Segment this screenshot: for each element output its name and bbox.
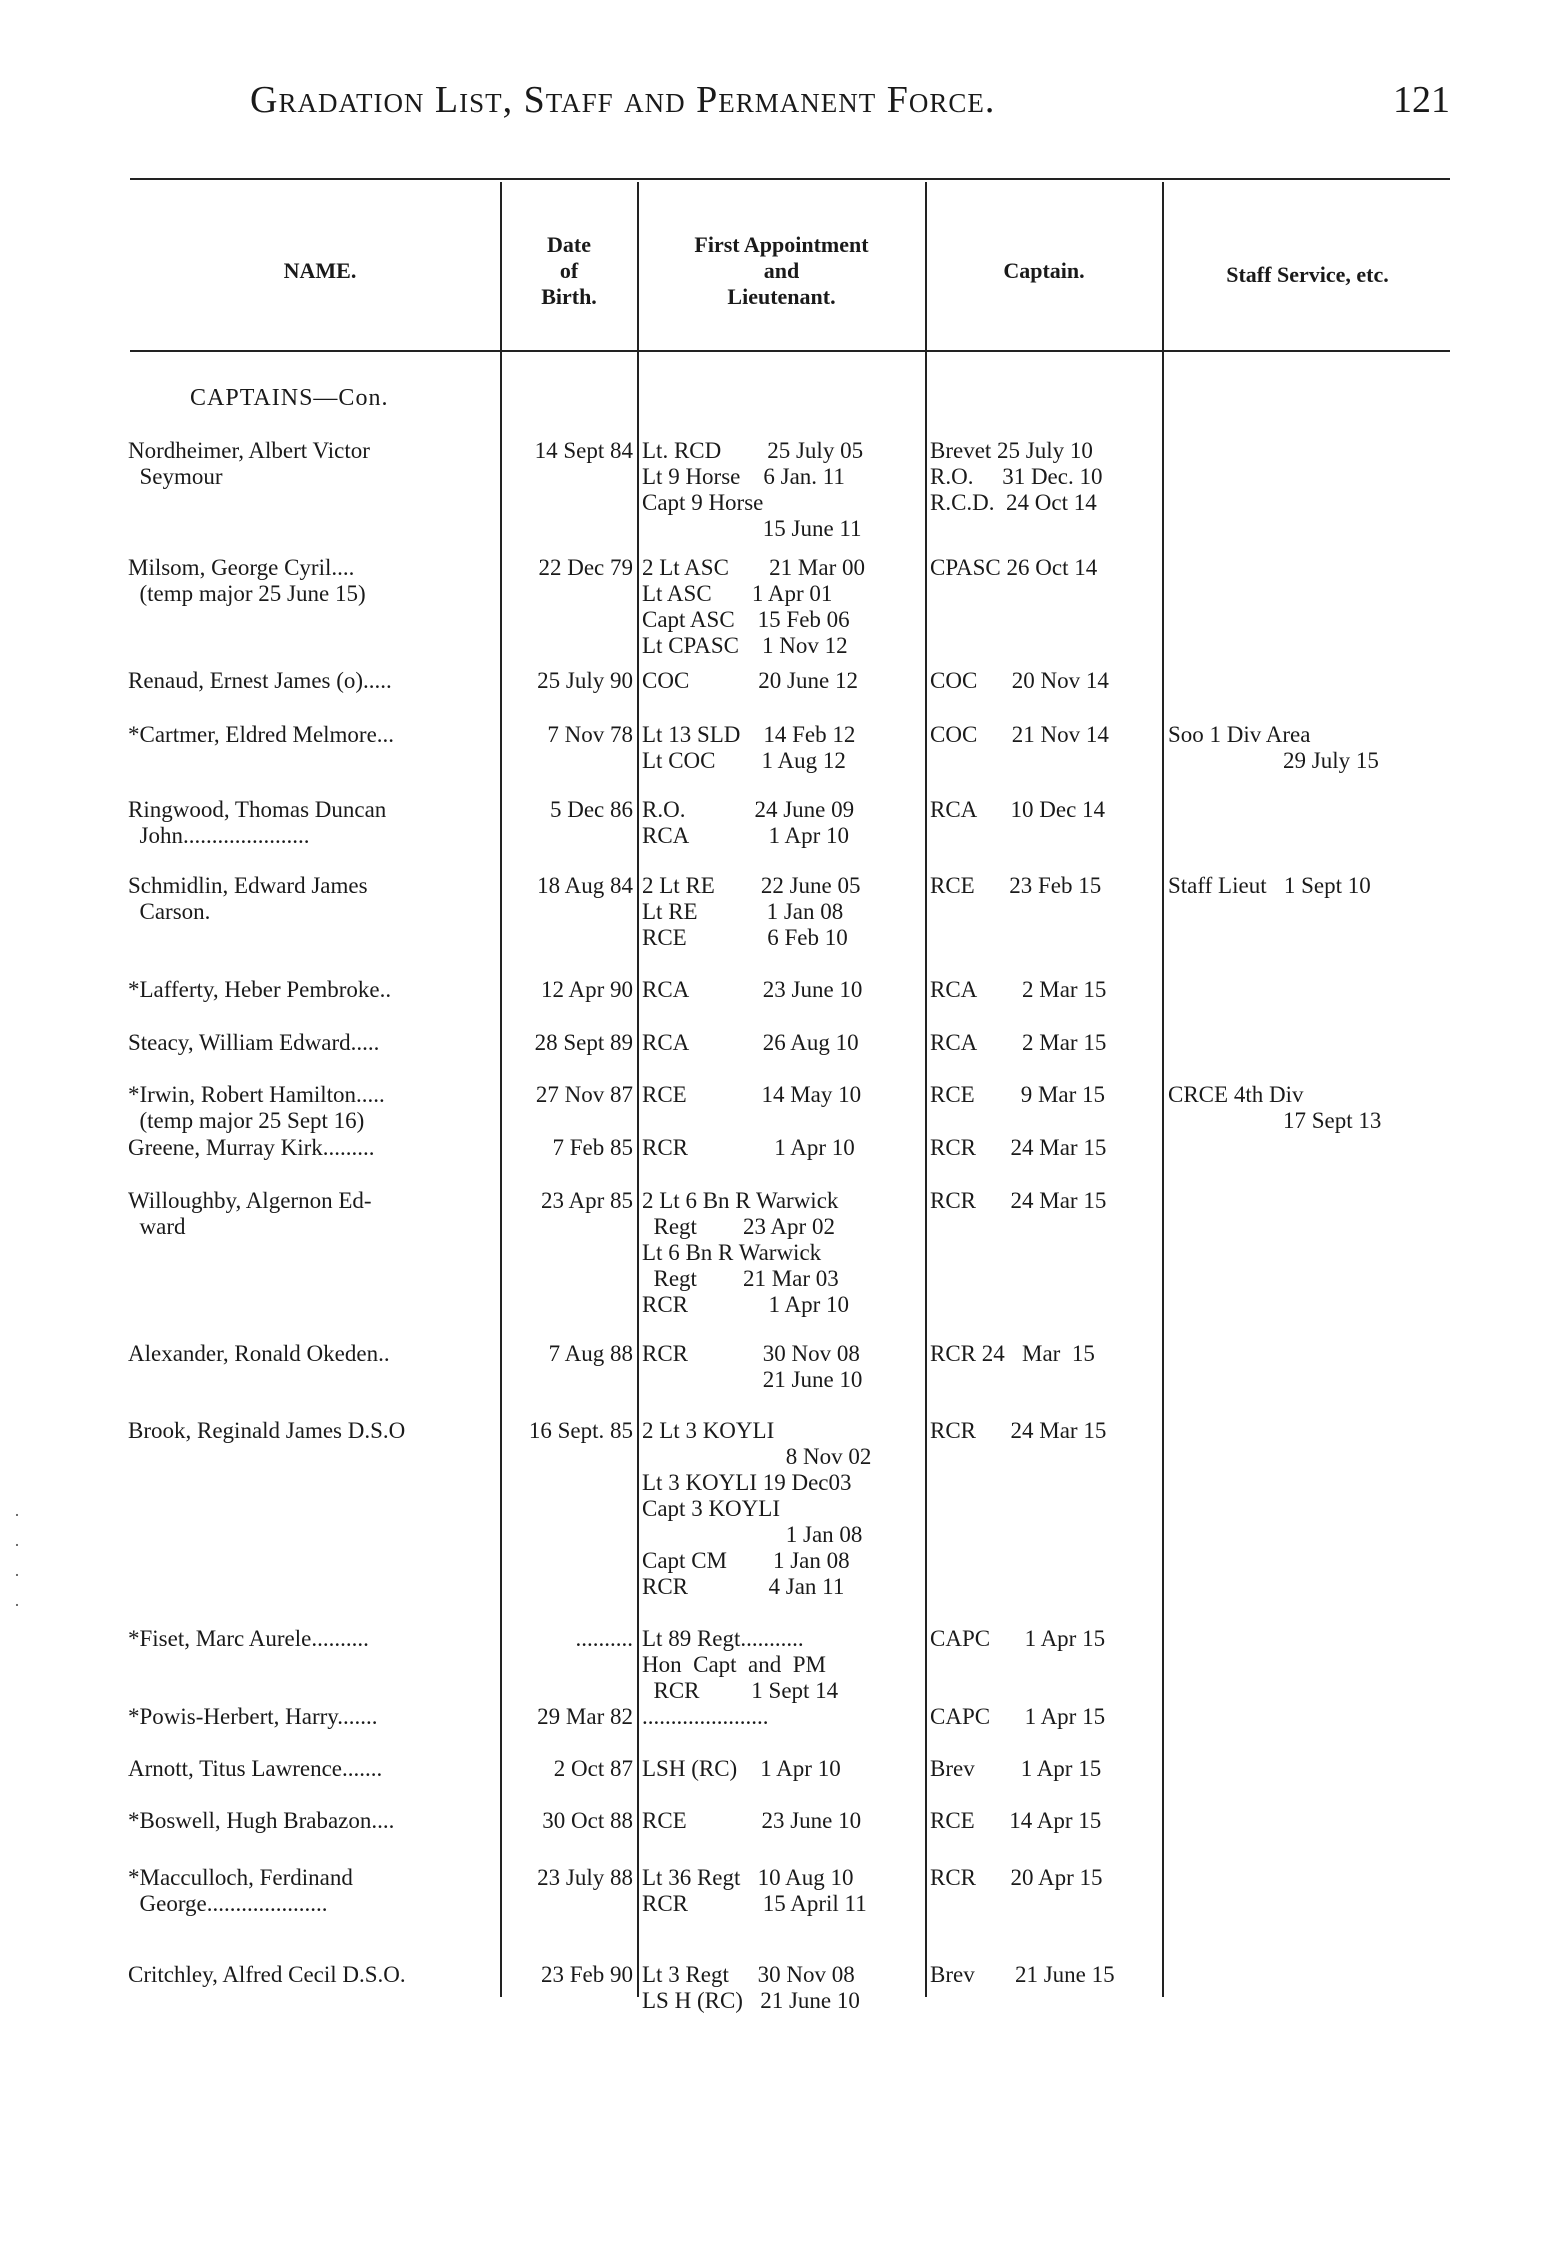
row-12-dob: 7 Aug 88 xyxy=(548,1341,633,1366)
row-7-first: RCA 23 June 10 xyxy=(642,977,863,1002)
row-11-dob: 23 Apr 85 xyxy=(541,1188,633,1213)
page-header xyxy=(250,78,1460,128)
row-19-dob: 23 Feb 90 xyxy=(541,1962,633,1987)
row-4-staff: Soo 1 Div Area 29 July 15 xyxy=(1168,722,1379,773)
section-title: CAPTAINS—Con. xyxy=(190,385,389,411)
page-title: Gradation List, Staff and Permanent Force. xyxy=(250,79,996,121)
row-9-dob: 27 Nov 87 xyxy=(535,1082,633,1107)
row-16-name: Arnott, Titus Lawrence....... xyxy=(128,1756,383,1781)
row-11-captain: RCR 24 Mar 15 xyxy=(930,1188,1107,1213)
row-15-captain: CAPC 1 Apr 15 xyxy=(930,1704,1106,1729)
row-15-name: *Powis-Herbert, Harry....... xyxy=(128,1704,378,1729)
row-5-captain: RCA 10 Dec 14 xyxy=(930,797,1106,822)
row-18-dob: 23 July 88 xyxy=(537,1865,633,1890)
row-10-first: RCR 1 Apr 10 xyxy=(642,1135,855,1160)
column-header-name: NAME. xyxy=(283,258,357,283)
row-10-name: Greene, Murray Kirk......... xyxy=(128,1135,375,1160)
column-header-captain: Captain. xyxy=(1003,258,1085,283)
row-9-first: RCE 14 May 10 xyxy=(642,1082,862,1107)
row-19-first: Lt 3 Regt 30 Nov 08 LS H (RC) 21 June 10 xyxy=(642,1962,860,2013)
row-8-dob: 28 Sept 89 xyxy=(534,1030,633,1055)
row-11-name: Willoughby, Algernon Ed- ward xyxy=(128,1188,372,1239)
margin-marks: · · · · xyxy=(14,1505,20,1615)
row-14-first: Lt 89 Regt........... Hon Capt and PM RCR 1 Sept 14 xyxy=(642,1626,839,1703)
row-18-name: *Macculloch, Ferdinand George..................... xyxy=(128,1865,353,1916)
row-8-captain: RCA 2 Mar 15 xyxy=(930,1030,1107,1055)
row-4-dob: 7 Nov 78 xyxy=(547,722,633,747)
column-header-staff-service: Staff Service, etc. xyxy=(1226,262,1389,287)
column-header-first-appointment: First Appointment and Lieutenant. xyxy=(694,232,869,309)
header-rule xyxy=(130,350,1450,352)
top-rule xyxy=(130,178,1450,180)
row-8-first: RCA 26 Aug 10 xyxy=(642,1030,859,1055)
row-2-dob: 22 Dec 79 xyxy=(538,555,633,580)
row-6-staff: Staff Lieut 1 Sept 10 xyxy=(1168,873,1371,898)
row-5-dob: 5 Dec 86 xyxy=(549,797,633,822)
row-10-dob: 7 Feb 85 xyxy=(552,1135,633,1160)
row-3-dob: 25 July 90 xyxy=(537,668,633,693)
page-number: 121 xyxy=(1393,79,1450,121)
row-4-captain: COC 21 Nov 14 xyxy=(930,722,1109,747)
row-16-first: LSH (RC) 1 Apr 10 xyxy=(642,1756,841,1781)
row-1-dob: 14 Sept 84 xyxy=(534,438,633,463)
row-14-dob: .......... xyxy=(575,1626,633,1651)
row-5-name: Ringwood, Thomas Duncan John...................... xyxy=(128,797,387,848)
row-6-name: Schmidlin, Edward James Carson. xyxy=(128,873,368,924)
row-3-name: Renaud, Ernest James (o)..... xyxy=(128,668,392,693)
row-5-first: R.O. 24 June 09 RCA 1 Apr 10 xyxy=(642,797,855,848)
row-6-first: 2 Lt RE 22 June 05 Lt RE 1 Jan 08 RCE 6 Feb 10 xyxy=(642,873,861,950)
row-19-captain: Brev 21 June 15 xyxy=(930,1962,1115,1987)
row-11-first: 2 Lt 6 Bn R Warwick Regt 23 Apr 02 Lt 6 Bn R Warwick Regt 21 Mar 03 RCR 1 Apr 10 xyxy=(642,1188,850,1317)
row-14-captain: CAPC 1 Apr 15 xyxy=(930,1626,1106,1651)
column-header-dob: Date of Birth. xyxy=(541,232,597,309)
column-divider-2 xyxy=(637,182,639,1997)
row-17-captain: RCE 14 Apr 15 xyxy=(930,1808,1102,1833)
row-8-name: Steacy, William Edward..... xyxy=(128,1030,380,1055)
row-9-captain: RCE 9 Mar 15 xyxy=(930,1082,1106,1107)
row-4-first: Lt 13 SLD 14 Feb 12 Lt COC 1 Aug 12 xyxy=(642,722,856,773)
row-3-first: COC 20 June 12 xyxy=(642,668,858,693)
row-15-first: ...................... xyxy=(642,1704,769,1729)
row-7-name: *Lafferty, Heber Pembroke.. xyxy=(128,977,392,1002)
column-divider-1 xyxy=(500,182,502,1997)
row-18-captain: RCR 20 Apr 15 xyxy=(930,1865,1103,1890)
row-17-first: RCE 23 June 10 xyxy=(642,1808,862,1833)
column-divider-3 xyxy=(925,182,927,1997)
row-10-captain: RCR 24 Mar 15 xyxy=(930,1135,1107,1160)
row-6-dob: 18 Aug 84 xyxy=(537,873,633,898)
row-6-captain: RCE 23 Feb 15 xyxy=(930,873,1102,898)
row-14-name: *Fiset, Marc Aurele.......... xyxy=(128,1626,369,1651)
row-7-dob: 12 Apr 90 xyxy=(541,977,633,1002)
row-13-dob: 16 Sept. 85 xyxy=(528,1418,633,1443)
row-18-first: Lt 36 Regt 10 Aug 10 RCR 15 April 11 xyxy=(642,1865,867,1916)
row-12-name: Alexander, Ronald Okeden.. xyxy=(128,1341,390,1366)
row-2-captain: CPASC 26 Oct 14 xyxy=(930,555,1098,580)
row-17-dob: 30 Oct 88 xyxy=(542,1808,633,1833)
row-13-first: 2 Lt 3 KOYLI 8 Nov 02 Lt 3 KOYLI 19 Dec03 Capt 3 KOYLI 1 Jan 08 Capt CM 1 Jan 08 RCR 4 Jan 11 xyxy=(642,1418,872,1599)
row-9-name: *Irwin, Robert Hamilton..... (temp major 25 Sept 16) xyxy=(128,1082,385,1133)
row-12-first: RCR 30 Nov 08 21 June 10 xyxy=(642,1341,863,1392)
row-19-name: Critchley, Alfred Cecil D.S.O. xyxy=(128,1962,406,1987)
row-13-name: Brook, Reginald James D.S.O xyxy=(128,1418,406,1443)
row-1-name: Nordheimer, Albert Victor Seymour xyxy=(128,438,370,489)
row-3-captain: COC 20 Nov 14 xyxy=(930,668,1109,693)
row-2-name: Milsom, George Cyril.... (temp major 25 June 15) xyxy=(128,555,366,606)
row-13-captain: RCR 24 Mar 15 xyxy=(930,1418,1107,1443)
row-7-captain: RCA 2 Mar 15 xyxy=(930,977,1107,1002)
row-17-name: *Boswell, Hugh Brabazon.... xyxy=(128,1808,395,1833)
row-9-staff: CRCE 4th Div 17 Sept 13 xyxy=(1168,1082,1382,1133)
row-2-first: 2 Lt ASC 21 Mar 00 Lt ASC 1 Apr 01 Capt ASC 15 Feb 06 Lt CPASC 1 Nov 12 xyxy=(642,555,865,658)
row-1-captain: Brevet 25 July 10 R.O. 31 Dec. 10 R.C.D. 24 Oct 14 xyxy=(930,438,1103,515)
column-divider-4 xyxy=(1162,182,1164,1997)
row-16-captain: Brev 1 Apr 15 xyxy=(930,1756,1102,1781)
row-15-dob: 29 Mar 82 xyxy=(537,1704,633,1729)
row-16-dob: 2 Oct 87 xyxy=(553,1756,633,1781)
row-1-first: Lt. RCD 25 July 05 Lt 9 Horse 6 Jan. 11 Capt 9 Horse 15 June 11 xyxy=(642,438,864,541)
row-12-captain: RCR 24 Mar 15 xyxy=(930,1341,1095,1366)
row-4-name: *Cartmer, Eldred Melmore... xyxy=(128,722,395,747)
